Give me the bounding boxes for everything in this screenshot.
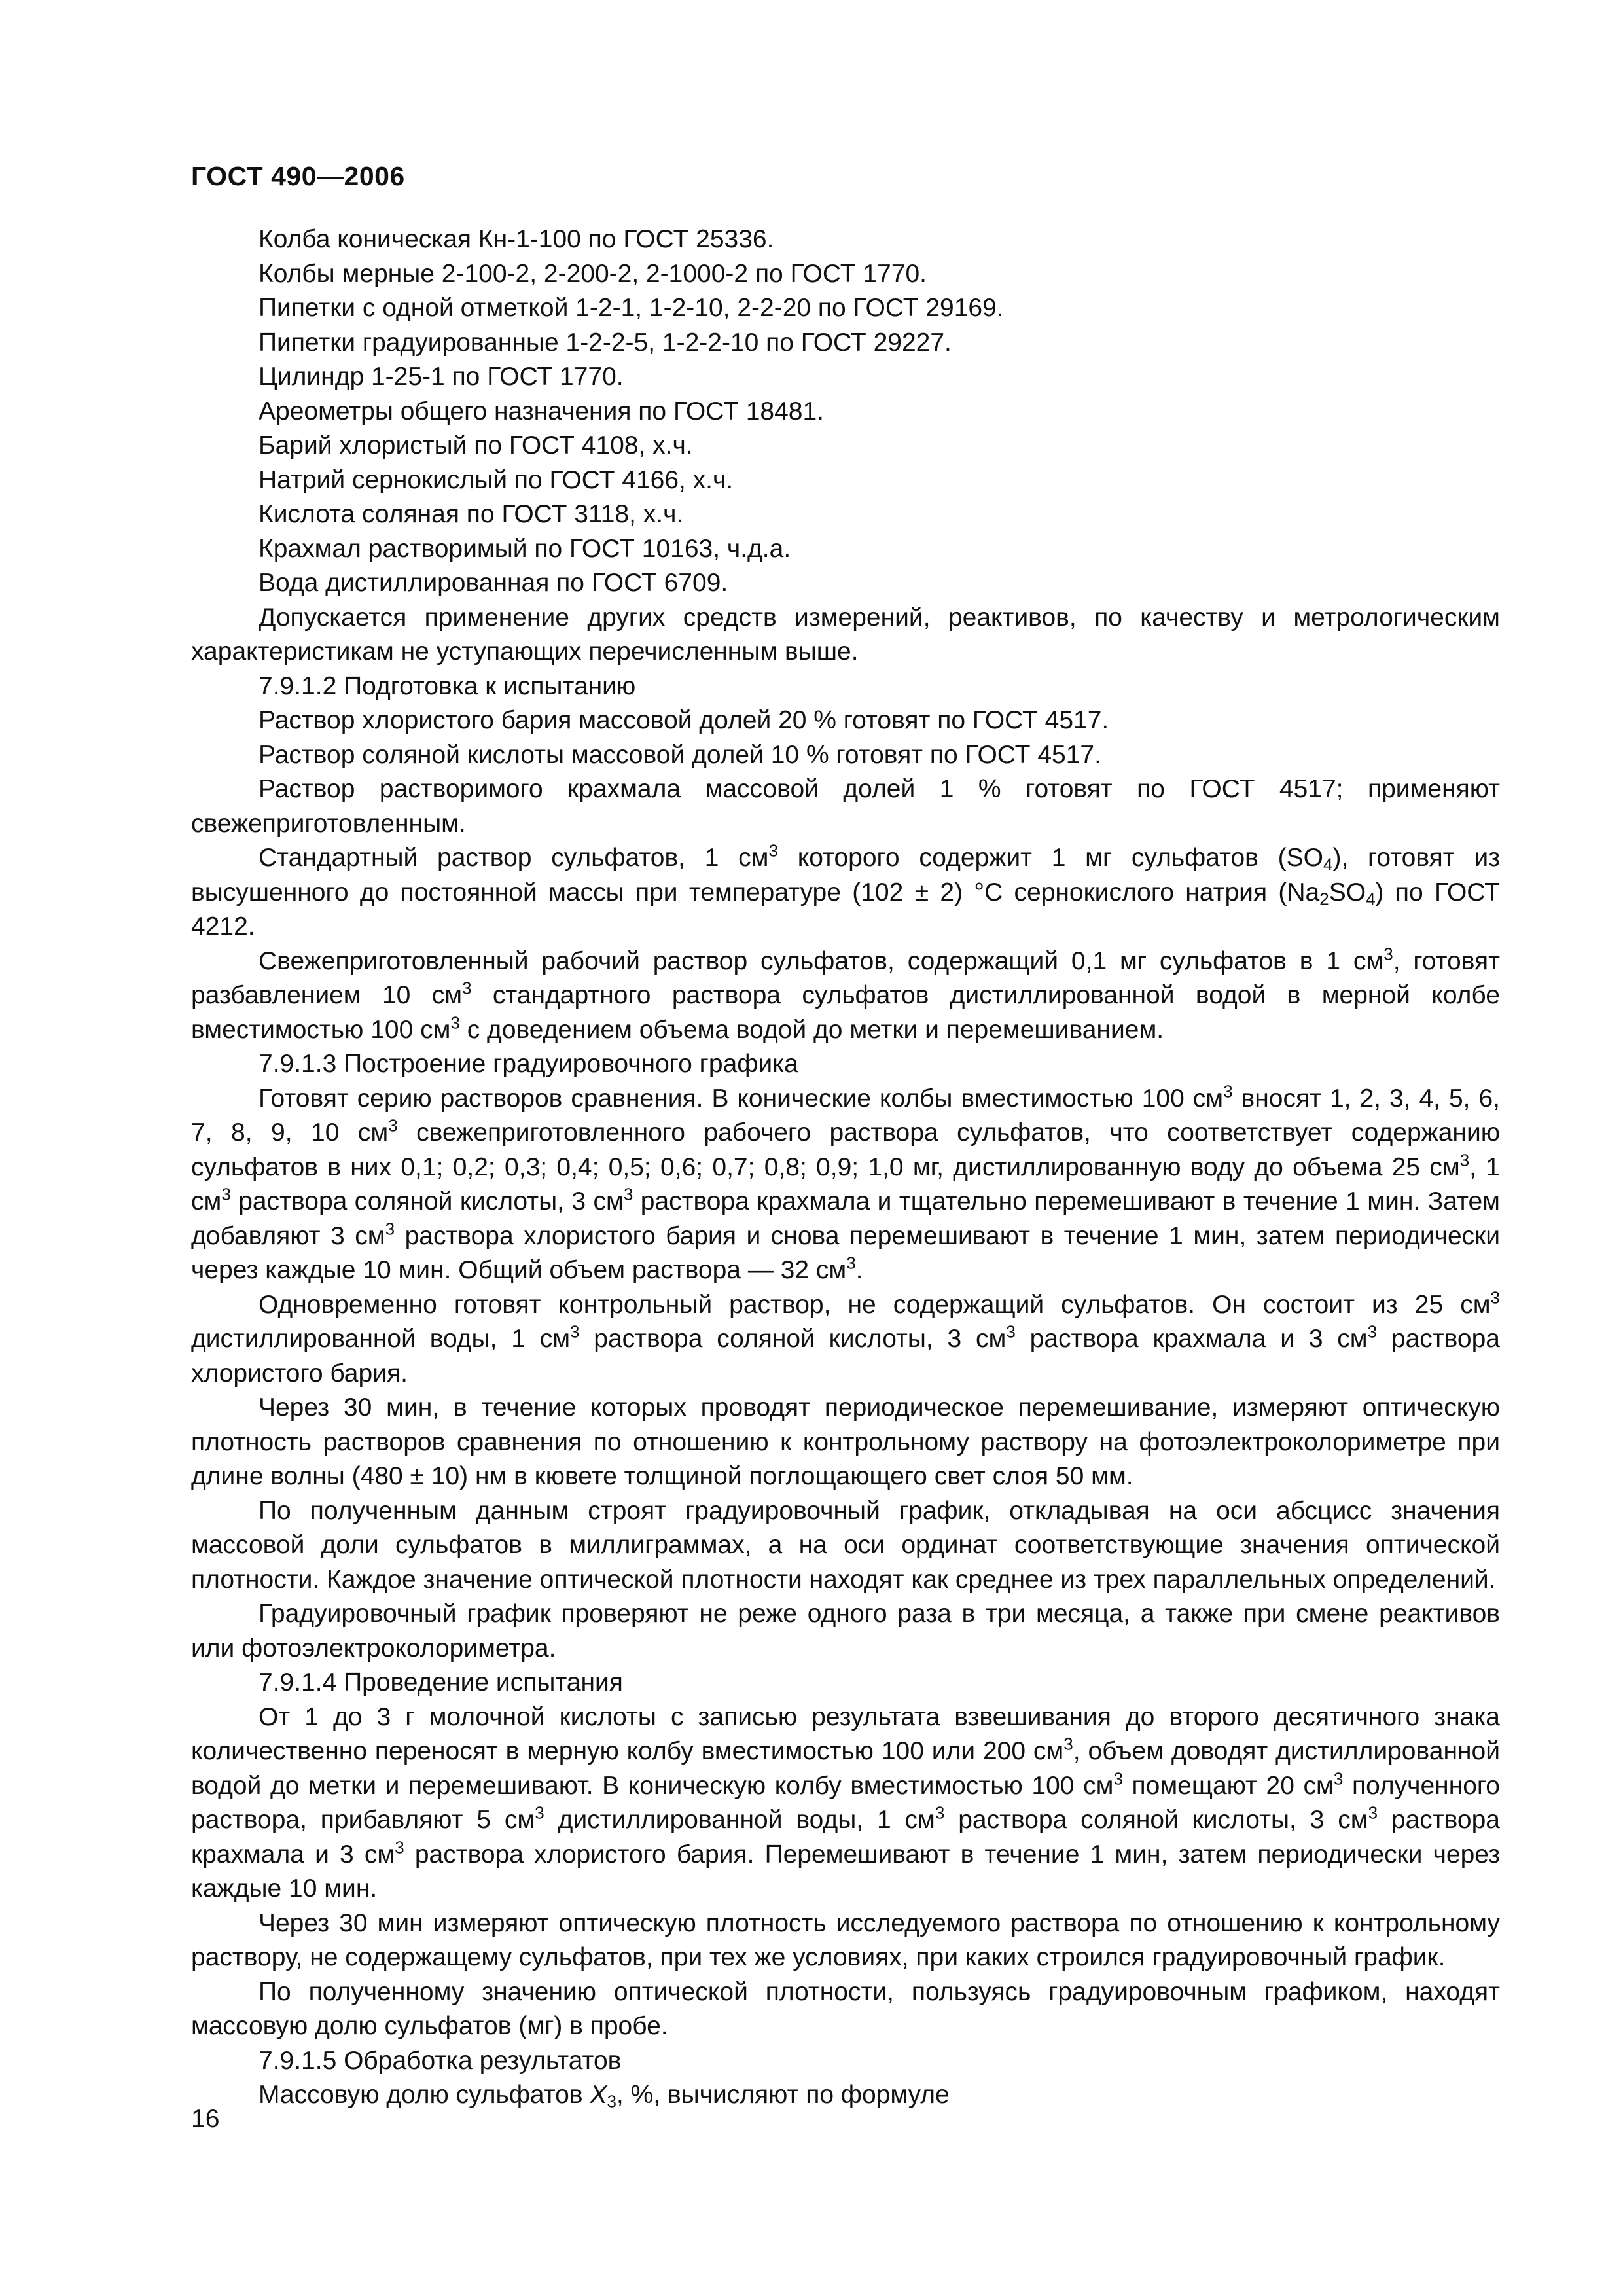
section-heading-preparation: 7.9.1.2 Подготовка к испытанию [259,672,636,700]
page-number: 16 [191,2105,220,2133]
equipment-item: Колба коническая Кн-1-100 по ГОСТ 25336. [259,225,774,253]
section-heading-test: 7.9.1.4 Проведение испытания [259,1668,623,1696]
section-heading-calibration: 7.9.1.3 Построение градуировочного графика [259,1050,798,1078]
paragraph-barium-solution: Раствор хлористого бария массовой долей 20 % готовят по ГОСТ 4517. [259,706,1109,734]
equipment-item: Ареометры общего назначения по ГОСТ 18481. [259,397,825,425]
paragraph-standard-solution: Стандартный раствор сульфатов, 1 $см^3$ которого содержит 1 мг сульфатов $(SO_4)$, готовят из высушенного до постоянной массы при температуре (102 ± 2) °С сернокислого натрия $(Na_2SO_4)$ по ГОСТ 4212. [191,840,1501,941]
paragraph-calibration-graph: По полученным данным строят градуировочный график, откладывая на оси абсцисс значения массовой доли сульфатов в миллиграммах, а на оси ординат соответствующие значения оптической плотности. Каждое значение оптической плотности находят как среднее из трех параллельных определений. [191,1496,1500,1594]
reagent-item: Натрий сернокислый по ГОСТ 4166, х.ч. [259,465,734,494]
paragraph-graph-check: Градуировочный график проверяют не реже одного раза в три месяца, а также при смене реактивов или фотоэлектроколориметра. [191,1600,1500,1662]
equipment-item: Пипетки градуированные 1-2-2-5, 1-2-2-10 по ГОСТ 29227. [259,328,952,357]
paragraph-test-procedure: От 1 до 3 г молочной кислоты с записью результата взвешивания до второго десятичного знака количественно переносят в мерную колбу вместимостью 100 или 200 $см^3$, объем доводят дистиллированной водой до метки и перемешивают. В коническую колбу вместимостью 100 $см^3$ помещают 20 $см^3$ полученного раствора, прибавляют 5 $см^3$ дистиллированной воды, 1 $см^3$ раствора соляной кислоты, 3 $см^3$ раствора крахмала и 3 $см^3$ раствора хлористого бария. Перемешивают в течение 1 мин, затем периодически через каждые 10 мин. [191,1702,1501,1903]
document-body [191,223,1500,2113]
standard-code-header: ГОСТ 490—2006 [191,161,405,191]
equipment-item: Пипетки с одной отметкой 1-2-1, 1-2-10, 2-2-20 по ГОСТ 29169. [259,294,1004,322]
paragraph-measure-sample: Через 30 мин измеряют оптическую плотность исследуемого раствора по отношению к контрольному раствору, не содержащему сульфатов, при тех же условиях, при каких строился градуировочный график. [191,1909,1500,1971]
paragraph-working-solution: Свежеприготовленный рабочий раствор сульфатов, содержащий 0,1 мг сульфатов в 1 $см^3$, готовят разбавлением 10 $см^3$ стандартного раствора сульфатов дистиллированной водой в мерной колбе вместимостью 100 $см^3$ с доведением объема водой до метки и перемешиванием. [191,944,1501,1044]
paragraph-control-solution: Одновременно готовят контрольный раствор, не содержащий сульфатов. Он состоит из 25 $см^3$ дистиллированной воды, 1 $см^3$ раствора соляной кислоты, 3 $см^3$ раствора крахмала и 3 $см^3$ раствора хлористого бария. [191,1287,1500,1388]
paragraph-substitution: Допускается применение других средств измерений, реактивов, по качеству и метрологическим характеристикам не уступающих перечисленным выше. [191,603,1500,666]
paragraph-comparison-series: Готовят серию растворов сравнения. В конические колбы вместимостью 100 $см^3$ вносят 1, 2, 3, 4, 5, 6, 7, 8, 9, 10 $см^3$ свежеприготовленного рабочего раствора сульфатов, что соответствует содержанию сульфатов в них 0,1; 0,2; 0,3; 0,4; 0,5; 0,6; 0,7; 0,8; 0,9; 1,0 мг, дистиллированную воду до объема 25 $см^3$, 1 $см^3$ раствора соляной кислоты, 3 $см^3$ раствора крахмала и тщательно перемешивают в течение 1 мин. Затем добавляют 3 $см^3$ раствора хлористого бария и снова перемешивают в течение 1 мин, затем периодически через каждые 10 мин. Общий объем раствора — 32 $см^3$. [191,1081,1500,1284]
paragraph-formula-intro: Массовую долю сульфатов $X_3$, %, вычисляют по формуле [259,2081,950,2111]
paragraph-starch-solution: Раствор растворимого крахмала массовой долей 1 % готовят по ГОСТ 4517; применяют свежеприготовленным. [191,775,1500,838]
reagent-item: Вода дистиллированная по ГОСТ 6709. [259,569,728,597]
section-heading-results: 7.9.1.5 Обработка результатов [259,2046,622,2075]
paragraph-acid-solution: Раствор соляной кислоты массовой долей 10 % готовят по ГОСТ 4517. [259,740,1101,769]
paragraph-optical-measurement: Через 30 мин, в течение которых проводят периодическое перемешивание, измеряют оптическую плотность растворов сравнения по отношению к контрольному раствору на фотоэлектроколориметре при длине волны (480 ± 10) нм в кювете толщиной поглощающего свет слоя 50 мм. [191,1393,1500,1490]
reagent-item: Барий хлористый по ГОСТ 4108, х.ч. [259,431,693,459]
reagent-item: Крахмал растворимый по ГОСТ 10163, ч.д.а. [259,534,791,563]
paragraph-find-fraction: По полученному значению оптической плотности, пользуясь градуировочным графиком, находят массовую долю сульфатов (мг) в пробе. [191,1977,1500,2040]
reagent-item: Кислота соляная по ГОСТ 3118, х.ч. [259,500,684,528]
equipment-item: Колбы мерные 2-100-2, 2-200-2, 2-1000-2 по ГОСТ 1770. [259,259,927,288]
equipment-item: Цилиндр 1-25-1 по ГОСТ 1770. [259,363,624,391]
